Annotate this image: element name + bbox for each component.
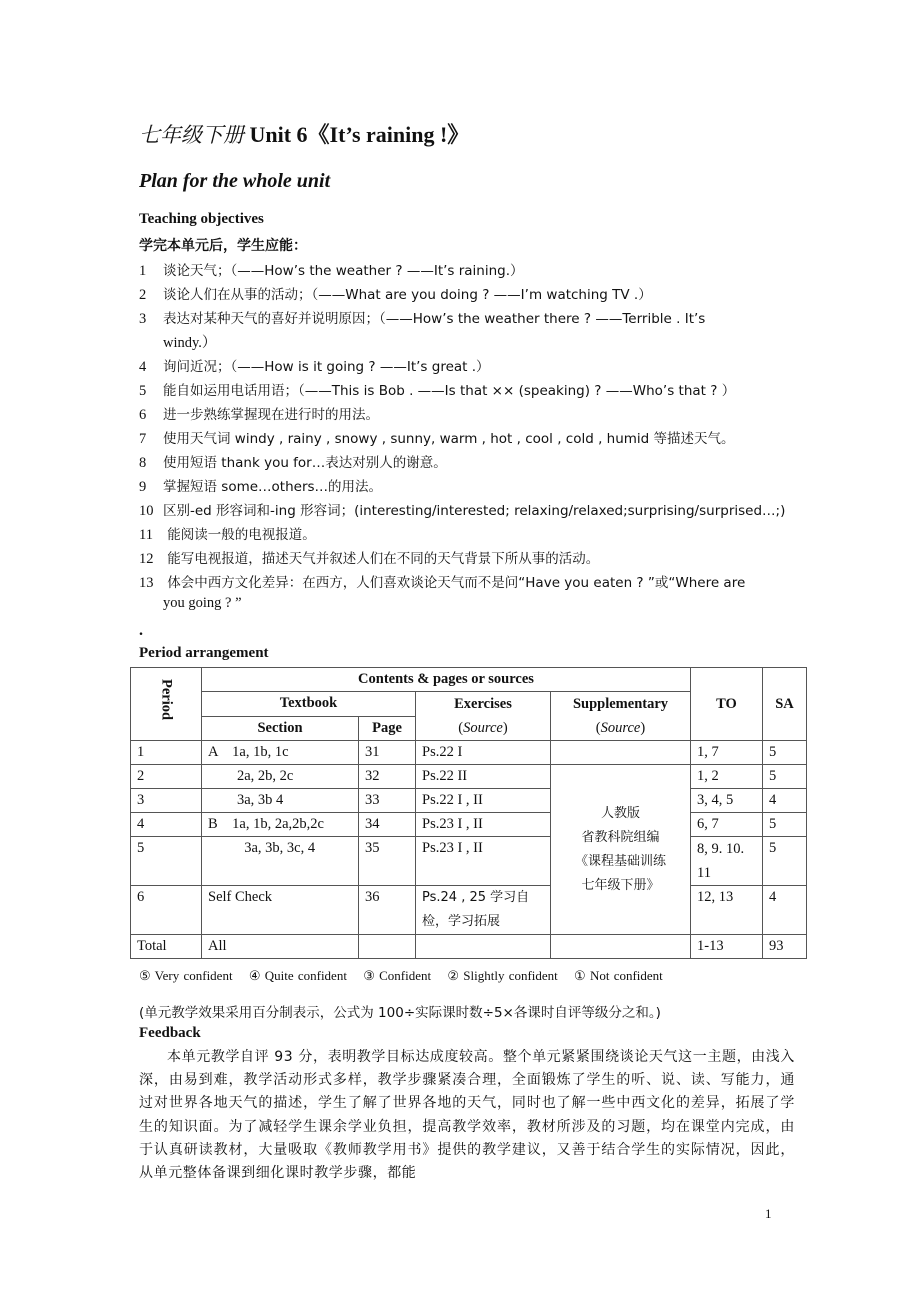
section-title: Plan for the whole unit [139, 170, 331, 192]
cell-to: 1, 7 [691, 741, 763, 765]
cell-to: 1-13 [691, 935, 763, 959]
cell-page: 36 [359, 886, 416, 935]
separator-dot: . [139, 622, 143, 639]
table-row [131, 813, 807, 837]
cell-page [359, 935, 416, 959]
objective-number: 7 [139, 431, 147, 447]
objective-text: 询问近况；（——How is it going ? ——It’s great .） [163, 359, 490, 375]
legend-item: ② Slightly confident [447, 968, 558, 983]
cell-exercises: Ps.24 , 25 学习自检，学习拓展 [416, 886, 551, 935]
header-page: Page [359, 716, 416, 741]
formula-note: (单元教学效果采用百分制表示，公式为 100÷实际课时数÷5×各课时自评等级分之和。) [139, 1005, 661, 1021]
confidence-legend [139, 968, 675, 984]
table-row-total [131, 935, 807, 959]
objective-text: 表达对某种天气的喜好并说明原因；（——How’s the weather there ? ——Terrible . It’s [163, 311, 706, 327]
legend-item: ① Not confident [574, 968, 663, 983]
cell-sa: 5 [763, 741, 807, 765]
objective-number: 12 [139, 551, 154, 567]
objective-number: 2 [139, 287, 147, 303]
document-title [139, 118, 469, 149]
cell-sa: 93 [763, 935, 807, 959]
cell-page: 31 [359, 741, 416, 765]
objective-text: 体会中西方文化差异：在西方，人们喜欢谈论天气而不是问“Have you eaten ? ”或“Where are [163, 575, 746, 591]
header-exercises: Exercises (Source) [416, 692, 551, 741]
objective-number: 3 [139, 311, 147, 327]
table-header-row [131, 668, 807, 692]
cell-to: 6, 7 [691, 813, 763, 837]
objective-item [139, 379, 735, 403]
cell-period: Total [131, 935, 202, 959]
cell-sa: 5 [763, 813, 807, 837]
legend-item: ⑤ Very confident [139, 968, 233, 983]
cell-exercises [416, 935, 551, 959]
cell-page: 32 [359, 765, 416, 789]
objective-text: 能写电视报道，描述天气并叙述人们在不同的天气背景下所从事的活动。 [163, 551, 600, 567]
page-number: 1 [765, 1206, 772, 1221]
objective-item [139, 475, 382, 499]
objective-text: 能自如运用电话用语；（——This is Bob . ——Is that ×× (speaking) ? ——Who’s that ? ） [163, 383, 736, 399]
table-row [131, 741, 807, 765]
cell-to: 12, 13 [691, 886, 763, 935]
header-contents: Contents & pages or sources [202, 668, 691, 692]
cell-section: All [202, 935, 359, 959]
cell-page: 34 [359, 813, 416, 837]
document-title-cn: 七年级下册 [139, 123, 244, 147]
cell-exercises: Ps.22 I [416, 741, 551, 765]
header-section: Section [202, 716, 359, 741]
cell-page: 35 [359, 837, 416, 886]
cell-supplementary [551, 935, 691, 959]
cell-to: 1, 2 [691, 765, 763, 789]
cell-period: 2 [131, 765, 202, 789]
cell-exercises: Ps.22 I , II [416, 789, 551, 813]
objective-text: 掌握短语 some…others…的用法。 [163, 479, 383, 495]
cell-sa: 4 [763, 886, 807, 935]
cell-section: 2a, 2b, 2c [202, 765, 359, 789]
document-title-en: Unit 6《It’s raining !》 [244, 122, 470, 147]
objective-item [139, 451, 447, 475]
cell-section: B 1a, 1b, 2a,2b,2c [202, 813, 359, 837]
cell-section: A 1a, 1b, 1c [202, 741, 359, 765]
objective-item [139, 547, 599, 571]
feedback-heading: Feedback [139, 1025, 201, 1041]
objective-number: 6 [139, 407, 147, 423]
header-supplementary: Supplementary (Source) [551, 692, 691, 741]
cell-sa: 5 [763, 765, 807, 789]
objective-continuation: windy.） [163, 335, 217, 351]
header-sa: SA [763, 668, 807, 741]
period-heading: Period arrangement [139, 645, 269, 661]
legend-item: ③ Confident [363, 968, 432, 983]
objectives-heading: Teaching objectives [139, 211, 264, 227]
cell-exercises: Ps.23 I , II [416, 837, 551, 886]
objective-item [139, 307, 705, 331]
header-textbook: Textbook [202, 692, 416, 717]
objective-continuation: you going ? ” [163, 595, 242, 611]
objective-text: 区别-ed 形容词和-ing 形容词；(interesting/interested; relaxing/relaxed;surprising/surprised…;) [163, 503, 786, 519]
header-period: Period [131, 668, 202, 741]
objective-item [139, 355, 490, 379]
cell-exercises: Ps.22 II [416, 765, 551, 789]
cell-section: 3a, 3b 4 [202, 789, 359, 813]
cell-period: 1 [131, 741, 202, 765]
supplementary-line: 省教科院组编 [581, 829, 660, 845]
cell-exercises: Ps.23 I , II [416, 813, 551, 837]
objective-number: 11 [139, 527, 153, 543]
period-table [130, 667, 807, 959]
cell-section: 3a, 3b, 3c, 4 [202, 837, 359, 886]
objective-item [139, 523, 316, 547]
supplementary-line: 《课程基础训练 [574, 853, 666, 869]
objective-number: 4 [139, 359, 147, 375]
cell-section: Self Check [202, 886, 359, 935]
feedback-paragraph: 本单元教学自评 93 分，表明教学目标达成度较高。整个单元紧紧围绕谈论天气这一主题，由浅入深，由易到难，教学活动形式多样，教学步骤紧凑合理，全面锻炼了学生的听、说、读、写能力，通过对世界各地天气的描述，学生了解了世界各地的天气，同时也了解一些中西文化的差异，拓展了学生的知识面。为了减轻学生课余学业负担，提高教学效率，教材所涉及的习题，均在课堂内完成，由于认真研读教材，大量吸取《教师教学用书》提供的教学建议，又善于结合学生的实际情况，因此，从单元整体备课到细化课时教学步骤，都能 [139, 1049, 795, 1182]
cell-sa: 5 [763, 837, 807, 886]
objective-number: 10 [139, 503, 154, 519]
objective-text: 进一步熟练掌握现在进行时的用法。 [163, 407, 379, 423]
cell-period: 5 [131, 837, 202, 886]
objectives-intro: 学完本单元后，学生应能： [139, 238, 307, 254]
objective-item [139, 571, 745, 595]
header-to: TO [691, 668, 763, 741]
supplementary-line: 七年级下册》 [581, 877, 660, 893]
objective-number: 13 [139, 575, 154, 591]
table-row [131, 789, 807, 813]
objective-item [139, 403, 379, 427]
objective-text: 使用短语 thank you for…表达对别人的谢意。 [163, 455, 447, 471]
objective-number: 1 [139, 263, 147, 279]
objective-text: 能阅读一般的电视报道。 [163, 527, 316, 543]
supplementary-line: 人教版 [600, 805, 640, 821]
table-row [131, 886, 807, 935]
objective-number: 5 [139, 383, 147, 399]
objective-item [139, 499, 785, 523]
objective-text: 谈论天气；（——How’s the weather ? ——It’s raining.） [163, 263, 524, 279]
objective-number: 8 [139, 455, 147, 471]
cell-to: 3, 4, 5 [691, 789, 763, 813]
cell-sa: 4 [763, 789, 807, 813]
cell-supplementary-merged [551, 765, 691, 935]
cell-page: 33 [359, 789, 416, 813]
objective-item [139, 283, 652, 307]
objective-number: 9 [139, 479, 147, 495]
cell-supplementary [551, 741, 691, 765]
objective-text: 使用天气词 windy , rainy , snowy , sunny, warm , hot , cool , cold , humid 等描述天气。 [163, 431, 735, 447]
legend-item: ④ Quite confident [248, 968, 347, 983]
cell-period: 6 [131, 886, 202, 935]
objective-item [139, 427, 735, 451]
objective-text: 谈论人们在从事的活动；（——What are you doing ? ——I’m watching TV .） [163, 287, 652, 303]
cell-to: 8, 9. 10. 11 [691, 837, 763, 886]
objective-item [139, 259, 524, 283]
cell-period: 4 [131, 813, 202, 837]
table-row [131, 837, 807, 886]
table-row [131, 765, 807, 789]
cell-period: 3 [131, 789, 202, 813]
